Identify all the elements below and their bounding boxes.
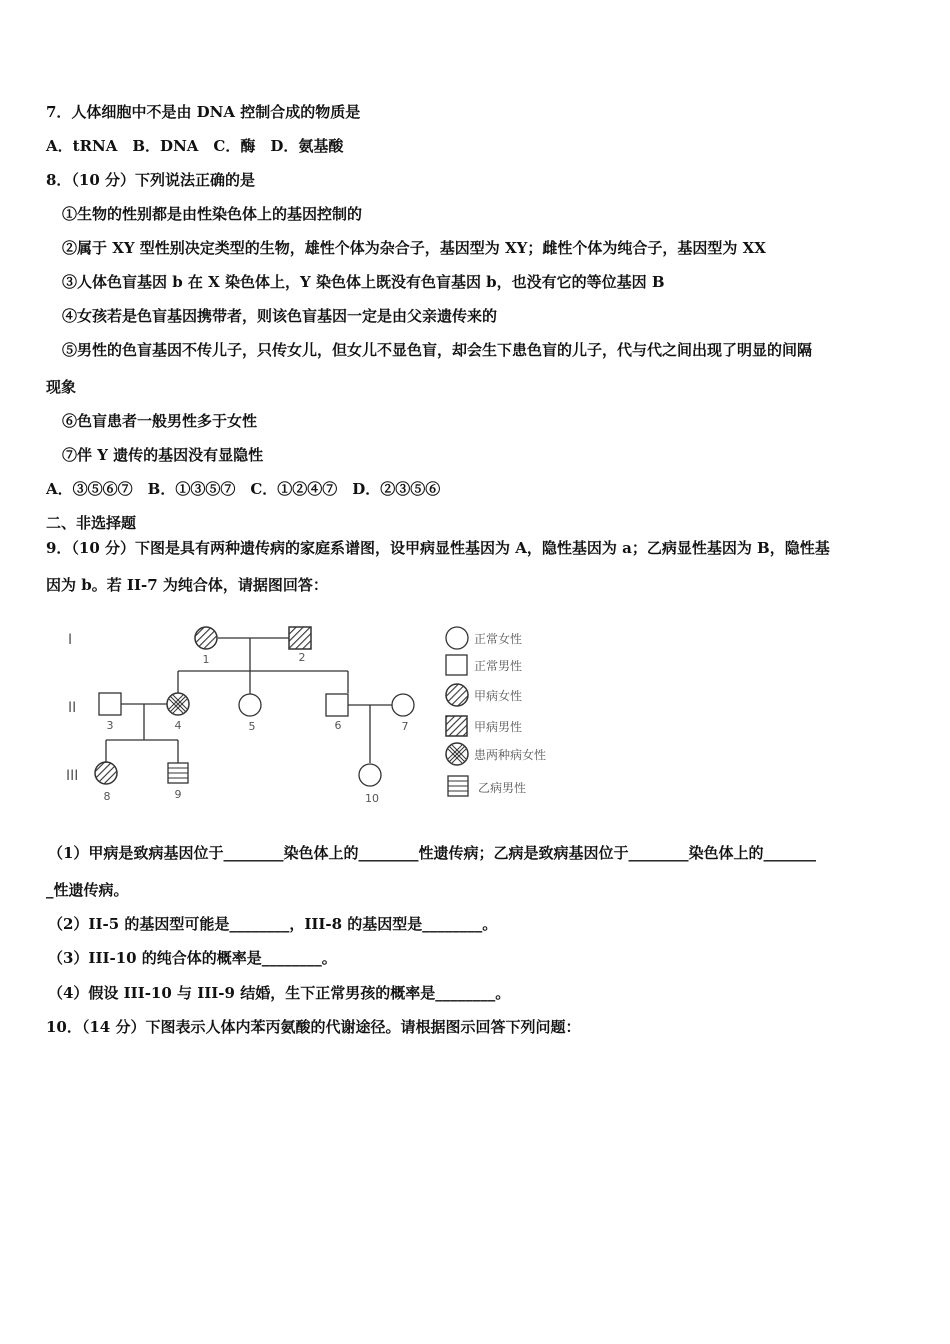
label-5: 5 [248,720,256,733]
gen-label-III: III [66,768,79,784]
q9-sub3: （3）III-10 的纯合体的概率是________。 [48,949,337,967]
q8-item-5: ⑤男性的色盲基因不传儿子，只传女儿，但女儿不显色盲，却会生下患色盲的儿子，代与代之间出现了明显的间隔 [62,341,813,359]
individual-5-normal-female [239,694,261,716]
gen-label-II: II [68,700,77,716]
individual-2-affected-male [289,627,311,649]
q9-stem-line1: 9．（10 分）下图是具有两种遗传病的家庭系谱图，设甲病显性基因为 A，隐性基因为 a；乙病显性基因为 B，隐性基 [46,539,830,557]
q9-sub4: （4）假设 III-10 与 III-9 结婚，生下正常男孩的概率是________。 [48,984,511,1002]
q10-stem: 10．（14 分）下图表示人体内苯丙氨酸的代谢途径。请根据图示回答下列问题： [46,1018,581,1036]
q8-item-6: ⑥色盲患者一般男性多于女性 [62,412,258,430]
gen-label-I: I [68,632,73,648]
section-header: 二、非选择题 [46,514,137,532]
label-3: 3 [106,719,114,732]
legend-disease-b-male: 乙病男性 [478,781,527,795]
pedigree-chart [60,615,600,815]
individual-8-affected-female [95,762,117,784]
q8-item-4: ④女孩若是色盲基因携带者，则该色盲基因一定是由父亲遗传来的 [62,307,498,325]
q7-options: A．tRNA B．DNA C．酶 D．氨基酸 [46,137,344,155]
label-9: 9 [174,788,182,801]
q9-sub1-line2: _性遗传病。 [46,881,129,899]
q8-options: A．③⑤⑥⑦ B．①③⑤⑦ C．①②④⑦ D．②③⑤⑥ [46,480,441,498]
legend-disease-a-male: 甲病男性 [474,720,523,734]
legend-both-diseases-female: 患两种病女性 [474,748,547,762]
legend-normal-female: 正常女性 [474,632,523,646]
legend-normal-male: 正常男性 [474,659,523,673]
individual-1-affected-female [195,627,217,649]
individual-10-normal-female [359,764,381,786]
q8-item-1: ①生物的性别都是由性染色体上的基因控制的 [62,205,363,223]
legend-disease-a-female: 甲病女性 [474,689,523,703]
label-2: 2 [298,651,306,664]
label-4: 4 [174,719,182,732]
individual-3-normal-male [99,693,121,715]
individual-6-normal-male [326,694,348,716]
q8-item-3: ③人体色盲基因 b 在 X 染色体上，Y 染色体上既没有色盲基因 b，也没有它的等位基因 B [62,273,665,291]
label-7: 7 [401,720,409,733]
individual-4-both-diseases-female [167,693,189,715]
q7-stem: 7．人体细胞中不是由 DNA 控制合成的物质是 [46,103,361,121]
individual-9-disease-b-male [168,763,188,783]
q8-stem: 8．（10 分）下列说法正确的是 [46,171,256,189]
q8-item-7: ⑦伴 Y 遗传的基因没有显隐性 [62,446,264,464]
q9-sub1-line1: （1）甲病是致病基因位于________染色体上的________性遗传病；乙病是致病基因位于________染色体上的_______ [48,844,816,862]
legend [446,627,546,796]
q8-item-5-cont: 现象 [46,378,77,396]
label-8: 8 [103,790,111,803]
q9-stem-line2: 因为 b。若 II-7 为纯合体，请据图回答： [46,576,328,594]
label-6: 6 [334,719,342,732]
label-10: 10 [365,792,379,805]
label-1: 1 [202,653,210,666]
q9-sub2: （2）II-5 的基因型可能是________，III-8 的基因型是________。 [48,915,498,933]
q8-item-2: ②属于 XY 型性别决定类型的生物，雄性个体为杂合子，基因型为 XY；雌性个体为纯合子，基因型为 XX [62,239,766,257]
individual-7-normal-female [392,694,414,716]
